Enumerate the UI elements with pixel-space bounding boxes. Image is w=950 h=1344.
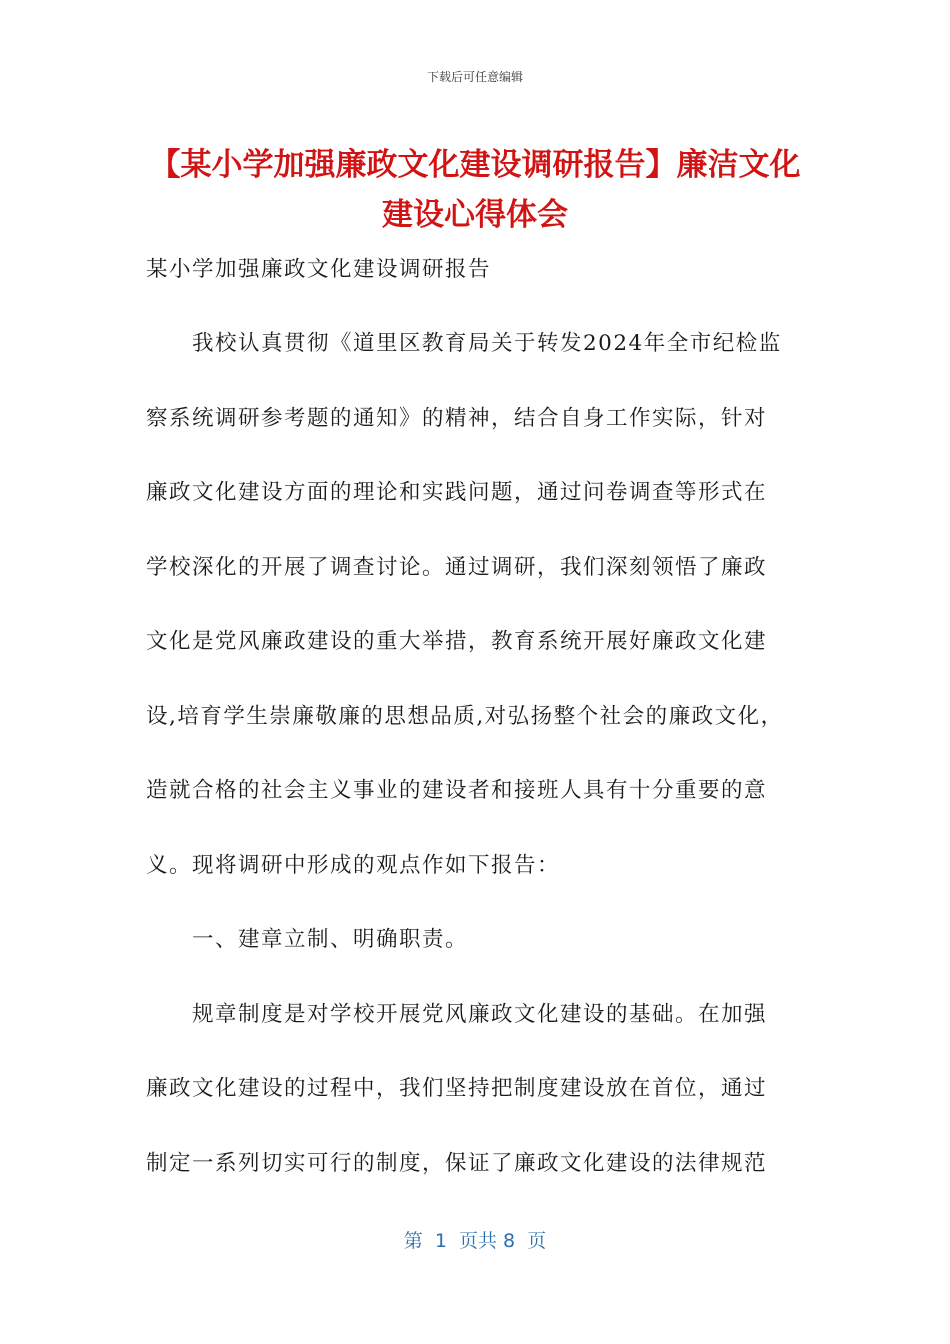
paragraph-line: 学校深化的开展了调查讨论。通过调研，我们深刻领悟了廉政	[146, 554, 768, 580]
paragraph-line: 制定一系列切实可行的制度，保证了廉政文化建设的法律规范	[146, 1150, 768, 1176]
paragraph-line: 设,培育学生崇廉敬廉的思想品质,对弘扬整个社会的廉政文化，	[146, 703, 784, 729]
paragraph-line: 察系统调研参考题的通知》的精神，结合自身工作实际，针对	[146, 405, 768, 431]
paragraph-line: 我校认真贯彻《道里区教育局关于转发2024年全市纪检监	[192, 331, 782, 356]
paragraph-line: 规章制度是对学校开展党风廉政文化建设的基础。在加强	[192, 1001, 768, 1027]
document-body	[146, 252, 806, 1220]
document-subtitle: 某小学加强廉政文化建设调研报告	[146, 257, 492, 282]
page-number: 第 1 页共 8 页	[403, 1230, 547, 1252]
paragraph-line: 造就合格的社会主义事业的建设者和接班人具有十分重要的意	[146, 778, 768, 803]
page-header-note: 下载后可任意编辑	[426, 70, 523, 84]
paragraph-line: 廉政文化建设方面的理论和实践问题，通过问卷调查等形式在	[146, 480, 768, 505]
paragraph-line: 廉政文化建设的过程中，我们坚持把制度建设放在首位，通过	[146, 1076, 768, 1101]
paragraph-line: 文化是党风廉政建设的重大举措，教育系统开展好廉政文化建	[146, 629, 768, 654]
section-heading: 一、建章立制、明确职责。	[192, 927, 469, 952]
paragraph-line: 义。现将调研中形成的观点作如下报告：	[146, 852, 561, 878]
document-title: 【某小学加强廉政文化建设调研报告】廉洁文化建设心得体会	[149, 147, 801, 233]
